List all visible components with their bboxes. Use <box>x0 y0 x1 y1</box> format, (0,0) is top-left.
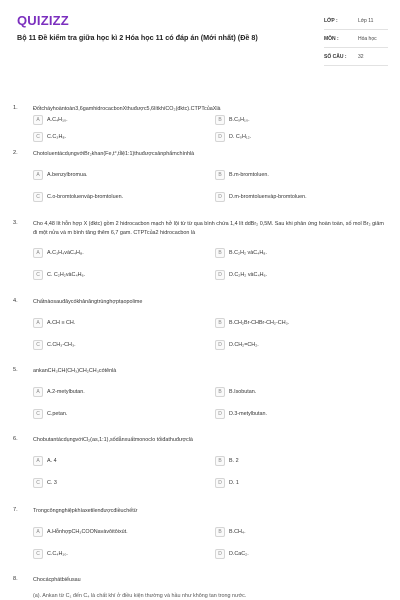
option-letter: A <box>33 248 43 258</box>
option-letter: B <box>215 318 225 328</box>
option-text: B.CH₄. <box>229 529 246 535</box>
option-c[interactable] <box>33 408 67 420</box>
option-text: C.petan. <box>47 411 68 417</box>
option-text: B.CH₂Br-CHBr-CH₂-CH₃. <box>229 320 290 326</box>
meta-label: LỚP : <box>324 17 338 24</box>
option-a[interactable] <box>33 317 75 329</box>
option-a[interactable] <box>33 114 68 126</box>
option-b[interactable] <box>215 386 256 398</box>
option-letter: A <box>33 456 43 466</box>
question-text: Chocácphátbiểusau <box>33 577 81 583</box>
question-text: Đốtcháyhoàntoàn3,6gamhidrocacbonXthuđược5,6lítkhíCO₂(đktc).CTPTcủaXlà <box>33 106 221 112</box>
option-text: A.benzylbromua. <box>47 172 88 178</box>
question-text: ChobutantácdụngvớiCl₂(as,1:1),sốdẫnxuấtmonoclo tốiđathuđượclà <box>33 437 193 443</box>
option-text: C.CH₃-CH₃. <box>47 342 76 348</box>
option-text: A.CH ≡ CH. <box>47 320 76 326</box>
option-text: C.o-bromtoluenvàp-bromtoluen. <box>47 194 124 200</box>
option-letter: C <box>33 340 43 350</box>
question-number: 7. <box>13 507 18 513</box>
option-d[interactable] <box>215 339 259 351</box>
question-text: ankanCH₃CH(CH₃)CH₂CH₃cótênlà <box>33 368 117 374</box>
option-text: C.C₄H₁₀. <box>47 551 68 557</box>
option-d[interactable] <box>215 477 239 489</box>
quizizz-logo: QUIZIZZ <box>17 13 69 28</box>
option-text: D. C₅H₁₂. <box>229 134 252 140</box>
option-text: D.CaC₂. <box>229 551 249 557</box>
question-number: 8. <box>13 576 18 582</box>
question-text: ChotoluentácdụngvớiBr₂khan(Fe,t°,tỉlệ1:1)thuđượcsảnphẩmchínhlà <box>33 151 195 157</box>
question-number: 4. <box>13 298 18 304</box>
question-7 <box>0 507 400 565</box>
option-letter: D <box>215 549 225 559</box>
option-text: D. 1 <box>229 480 239 486</box>
option-b[interactable] <box>215 247 267 259</box>
meta-value: Hóa học <box>358 35 377 42</box>
option-letter: B <box>215 115 225 125</box>
option-letter: A <box>33 527 43 537</box>
question-number: 1. <box>13 105 18 111</box>
question-5 <box>0 367 400 425</box>
question-8 <box>0 576 400 600</box>
question-text: Trongcôngnghiệpkhíaxetilenđượcđiềuchếtừ <box>33 508 138 514</box>
option-text: D.CH₂=CH₂. <box>229 342 259 348</box>
option-letter: B <box>215 248 225 258</box>
meta-table <box>324 12 388 66</box>
option-c[interactable] <box>33 191 123 203</box>
option-letter: D <box>215 192 225 202</box>
document-title: Bộ 11 Đề kiểm tra giữa học kì 2 Hóa học 11 có đáp án (Mới nhất) (Đề 8) <box>17 33 258 42</box>
option-text: A.C₃H₄vàC₄H₈. <box>47 250 84 256</box>
question-6 <box>0 436 400 494</box>
option-text: B.Isobutan. <box>229 389 257 395</box>
option-c[interactable] <box>33 131 66 143</box>
question-4 <box>0 298 400 356</box>
option-letter: D <box>215 270 225 280</box>
question-number: 5. <box>13 367 18 373</box>
option-b[interactable] <box>215 455 239 467</box>
option-text: D.C₂H₂ vàC₄H₆. <box>229 272 268 278</box>
option-letter: C <box>33 192 43 202</box>
option-text: D.3-metylbutan. <box>229 411 268 417</box>
option-text: D.m-bromtoluenvàp-bromtoluen. <box>229 194 307 200</box>
option-letter: A <box>33 387 43 397</box>
option-letter: A <box>33 115 43 125</box>
option-letter: A <box>33 318 43 328</box>
option-b[interactable] <box>215 526 246 538</box>
option-c[interactable] <box>33 477 57 489</box>
meta-value: Lớp 11 <box>358 17 374 24</box>
meta-value: 32 <box>358 53 364 60</box>
option-b[interactable] <box>215 169 269 181</box>
option-letter: C <box>33 132 43 142</box>
meta-label: SỐ CÂU : <box>324 53 347 60</box>
option-letter: B <box>215 527 225 537</box>
question-text: Cho 4,48 lít hỗn hợp X (đktc) gồm 2 hidrocacbon mạch hở lội từ từ qua bình chứa 1,4 lít ddBr₂ 0,5M. Sau khi phản ứng hoàn toàn, số mol Br₂ giảm đi một nửa và m bình tăng thêm 6,7 gam. CTPTcủa2 hidrocacbon là <box>33 221 384 236</box>
option-a[interactable] <box>33 247 84 259</box>
question-number: 6. <box>13 436 18 442</box>
option-c[interactable] <box>33 339 76 351</box>
option-letter: B <box>215 170 225 180</box>
option-d[interactable] <box>215 191 307 203</box>
option-b[interactable] <box>215 114 250 126</box>
option-a[interactable] <box>33 169 87 181</box>
question-1 <box>0 105 400 145</box>
option-text: C. 3 <box>47 480 57 486</box>
option-letter: C <box>33 409 43 419</box>
option-d[interactable] <box>215 548 249 560</box>
meta-label: MÔN : <box>324 35 339 42</box>
option-letter: D <box>215 478 225 488</box>
option-letter: C <box>33 270 43 280</box>
option-text: B.m-bromtoluen. <box>229 172 269 178</box>
option-letter: D <box>215 409 225 419</box>
option-d[interactable] <box>215 131 251 143</box>
question-text: Chấtnàosauđâycókhảnăngtrùnghợptạopolime <box>33 299 143 305</box>
option-text: A.C₄H₁₀. <box>47 117 68 123</box>
meta-row-subject <box>324 30 388 48</box>
option-letter: C <box>33 478 43 488</box>
option-c[interactable] <box>33 269 85 281</box>
option-letter: A <box>33 170 43 180</box>
option-text: B. 2 <box>229 458 239 464</box>
option-text: A.2-metylbutan. <box>47 389 85 395</box>
option-a[interactable] <box>33 455 57 467</box>
option-d[interactable] <box>215 269 267 281</box>
option-a[interactable] <box>33 526 128 538</box>
option-text: B.C₅H₁₀. <box>229 117 250 123</box>
question-2 <box>0 150 400 210</box>
option-text: C.C₃H₈. <box>47 134 67 140</box>
option-letter: B <box>215 387 225 397</box>
option-a[interactable] <box>33 386 85 398</box>
option-text: A.HỗnhợpCH₃COONavàvôitôixút. <box>47 529 128 535</box>
question-statement: (a). Ankan từ C₁ đến C₄ là chất khí ở điều kiện thường và hầu như không tan trong nước. <box>33 593 247 599</box>
meta-row-count <box>324 48 388 66</box>
option-text: C. C₂H₂vàC₄H₆. <box>47 272 86 278</box>
option-letter: D <box>215 340 225 350</box>
option-text: A. 4 <box>47 458 57 464</box>
option-c[interactable] <box>33 548 68 560</box>
question-number: 3. <box>13 220 18 226</box>
option-letter: D <box>215 132 225 142</box>
question-3 <box>0 220 400 288</box>
meta-row-grade <box>324 12 388 30</box>
option-d[interactable] <box>215 408 267 420</box>
option-text: B.C₂H₂ vàC₄H₈. <box>229 250 267 256</box>
option-letter: C <box>33 549 43 559</box>
option-b[interactable] <box>215 317 289 329</box>
option-letter: B <box>215 456 225 466</box>
page-header <box>0 0 400 64</box>
question-number: 2. <box>13 150 18 156</box>
